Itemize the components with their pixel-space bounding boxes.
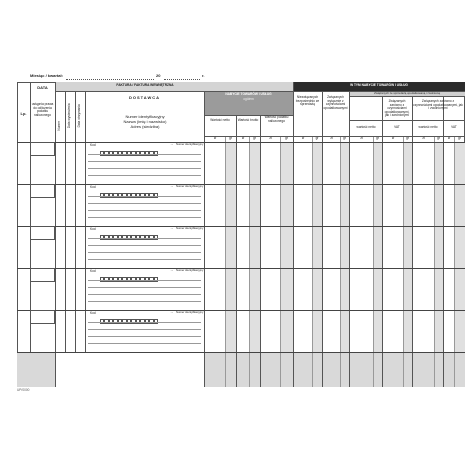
numer-ident-label: Numer identyfikacyjny [176, 268, 204, 272]
lp-cell[interactable] [30, 310, 55, 324]
table-row-border [17, 226, 465, 227]
gr-label: gr [253, 136, 256, 140]
address-line[interactable] [88, 217, 201, 218]
gr-label: gr [458, 136, 461, 140]
zwiazanych-zarowno-label-2: Związanych zarówno z czynnościami opodatkowanymi, jak i zwolnionymi [413, 99, 463, 111]
numer-ident-label: Numer identyfikacyjny [176, 184, 204, 188]
address-line[interactable] [88, 322, 201, 323]
zwiazanych-zarowno-label: Związanych zarówno z czynnościami opodatkowanymi, jak i zwolnionymi [384, 99, 410, 118]
col-line [236, 115, 237, 387]
col-line [65, 91, 66, 352]
hdr-line [17, 142, 465, 143]
kod-label: Kod [90, 269, 96, 273]
gr-label: gr [285, 136, 288, 140]
nip-digit-boxes[interactable] [100, 185, 158, 203]
col-subline [225, 136, 226, 387]
col-line [55, 82, 56, 387]
col-subline [280, 136, 281, 387]
col-subline [434, 136, 435, 387]
nabycie-header: NABYCIE TOWARÓW I USŁUG [225, 92, 272, 96]
arrow-icon: → [170, 142, 174, 146]
address-line[interactable] [88, 168, 201, 169]
gr-label: gr [229, 136, 232, 140]
wartosc-netto-sub-1: wartość netto [356, 125, 376, 129]
address-line[interactable] [88, 336, 201, 337]
address-line[interactable] [88, 196, 201, 197]
zl-label: zł [391, 136, 395, 140]
col-subline [454, 136, 455, 387]
col-line [75, 91, 76, 352]
nip-digit-boxes[interactable] [100, 143, 158, 161]
month-field-line[interactable] [66, 79, 154, 80]
col-line [260, 115, 261, 387]
lp-cell[interactable] [30, 226, 55, 240]
address-line[interactable] [88, 210, 201, 211]
kod-label: Kod [90, 311, 96, 315]
zl-label: zł [447, 136, 451, 140]
col-subline [340, 136, 341, 387]
arrow-icon: → [170, 310, 174, 314]
zwiazanych-sprzedaza-label: Związanych ze sprzedażą opodatkowaną i zwolnioną [374, 90, 440, 95]
hdr-line [349, 120, 465, 121]
col-numer-label: Numer [57, 121, 62, 131]
kod-label: Kod [90, 227, 96, 231]
col-data-sub: ustąpnia prawa do odliczenia podatku naliczonego [31, 102, 54, 117]
address-line[interactable] [88, 175, 201, 176]
summary-white-cell [55, 352, 205, 387]
wartosc-netto-sub-2: wartość netto [418, 125, 438, 129]
year-prefix: 20 [156, 73, 161, 78]
address-line[interactable] [88, 161, 201, 162]
address-line[interactable] [88, 287, 201, 288]
gr-label: gr [343, 136, 346, 140]
lp-cell[interactable] [30, 142, 55, 156]
dostawca-header: DOSTAWCA [128, 95, 161, 100]
address-line[interactable] [88, 343, 201, 344]
stripe-8 [434, 142, 443, 352]
zl-label: zł [269, 136, 272, 140]
col-data-otrzymania-label: Data otrzymania [77, 104, 82, 128]
table-row-border [17, 352, 465, 353]
gr-label: gr [376, 136, 379, 140]
kod-label: Kod [90, 185, 96, 189]
w-tym-header: W TYM NABYCIE TOWARÓW I USŁUG [350, 83, 408, 87]
table-row-border [17, 268, 465, 269]
dostawca-sub: Numer identyfikacyjny Nazwa (imię i nazwisko) Adres (siedziba) [123, 114, 167, 129]
stripe-9 [454, 142, 465, 352]
zl-label: zł [422, 136, 425, 140]
vat-sub-1: VAT [394, 125, 400, 129]
year-field-line[interactable] [164, 79, 200, 80]
address-line[interactable] [88, 259, 201, 260]
address-line[interactable] [88, 154, 201, 155]
stripe-2 [249, 142, 260, 352]
zl-label: zł [213, 136, 217, 140]
zl-label: zł [330, 136, 333, 140]
footer-code: UP/0000 [17, 388, 30, 392]
numer-ident-label: Numer identyfikacyjny [176, 226, 204, 230]
zl-label: zł [360, 136, 363, 140]
gr-label: gr [437, 136, 440, 140]
col-subline [373, 136, 374, 387]
address-line[interactable] [88, 329, 201, 330]
wartosc-brutto-label: Wartość brutto [237, 118, 259, 122]
stripe-1 [225, 142, 236, 352]
stripe-3 [280, 142, 293, 352]
vat-sub-2: VAT [451, 125, 457, 129]
zwiazanych-wylacznie-label: Związanych wyłącznie z czynnościami opodatkowanymi [323, 95, 348, 110]
numer-ident-label: Numer identyfikacyjny [176, 142, 204, 146]
col-subline [403, 136, 404, 387]
stripe-7 [403, 142, 412, 352]
table-row-border [17, 184, 465, 185]
col-data-wystawienia-label: Data wystawienia [67, 103, 72, 129]
arrow-icon: → [170, 226, 174, 230]
address-line[interactable] [88, 203, 201, 204]
table-row-border [17, 310, 465, 311]
numer-ident-label: Numer identyfikacyjny [176, 310, 204, 314]
stripe-5 [340, 142, 349, 352]
address-line[interactable] [88, 301, 201, 302]
address-line[interactable] [88, 280, 201, 281]
address-line[interactable] [88, 245, 201, 246]
nip-digit-boxes[interactable] [100, 311, 158, 329]
niezwiazanych-label: Niezwiązanych bezpośrednio ze sprzedażą [295, 95, 320, 107]
arrow-icon: → [170, 268, 174, 272]
gr-label: gr [315, 136, 319, 140]
address-line[interactable] [88, 294, 201, 295]
col-subline [312, 136, 313, 387]
hdr-line [349, 96, 465, 97]
zl-label: zł [301, 136, 305, 140]
wartosc-netto-label: Wartość netto [210, 118, 230, 122]
address-line[interactable] [88, 252, 201, 253]
gr-label: gr [406, 136, 409, 140]
month-label: Miesiąc / kwartał: [30, 73, 63, 78]
address-line[interactable] [88, 238, 201, 239]
year-suffix: r. [202, 73, 205, 78]
nabycie-sub: ogółem [243, 97, 254, 101]
wartosc-podatku-label: Wartość podatku naliczonego [264, 115, 289, 123]
col-lp-label: Lp. [20, 111, 27, 116]
lp-cell[interactable] [30, 184, 55, 198]
arrow-icon: → [170, 184, 174, 188]
kod-label: Kod [90, 143, 96, 147]
col-subline [249, 136, 250, 387]
col-line [293, 82, 294, 387]
nip-digit-boxes[interactable] [100, 269, 158, 287]
stripe-6 [373, 142, 382, 352]
lp-cell[interactable] [30, 268, 55, 282]
col-line [85, 91, 86, 352]
stripe-4 [312, 142, 322, 352]
col-data-label: DATA [37, 85, 48, 90]
faktura-header: FAKTURA / FAKTURA WEWNĘTRZNA [116, 83, 174, 87]
zl-label: zł [241, 136, 245, 140]
nip-digit-boxes[interactable] [100, 227, 158, 245]
